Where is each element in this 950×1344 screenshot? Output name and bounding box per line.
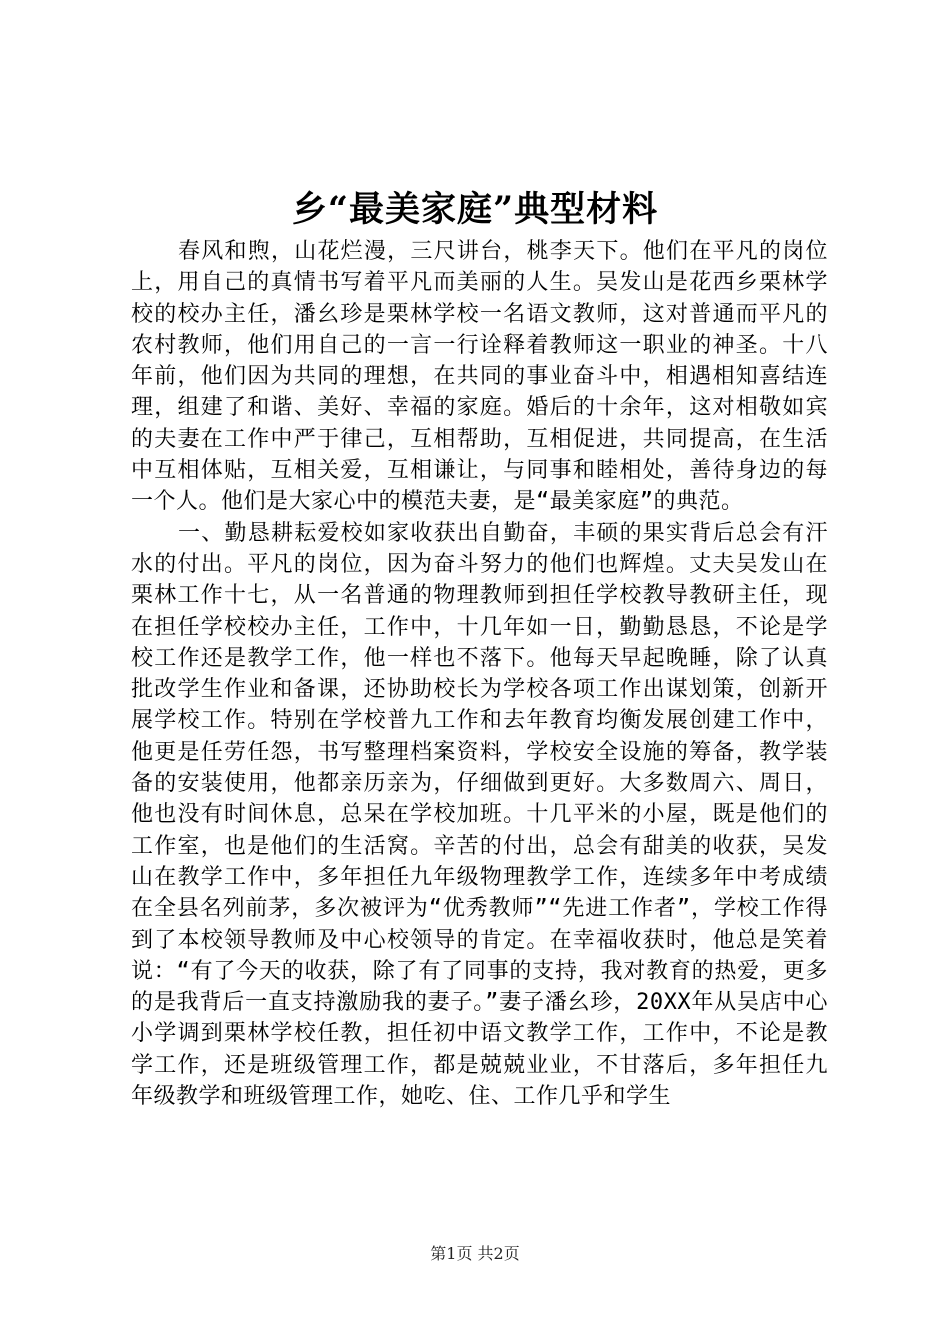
paragraph-section-one: 一、勤恳耕耘爱校如家收获出自勤奋，丰硕的果实背后总会有汗水的付出。平凡的岗位，因为奋斗努力的他们也辉煌。丈夫吴发山在栗林工作十七，从一名普通的物理教师到担任学校教导教研主任，现在担任学校校办主任，工作中，十几年如一日，勤勤恳恳，不论是学校工作还是教学工作，他一样也不落下。他每天早起晚睡，除了认真批改学生作业和备课，还协助校长为学校各项工作出谋划策，创新开展学校工作。特别在学校普九工作和去年教育均衡发展创建工作中，他更是任劳任怨，书写整理档案资料，学校安全设施的筹备，教学装备的安装使用，他都亲历亲为，仔细做到更好。大多数周六、周日，他也没有时间休息，总呆在学校加班。十几平米的小屋，既是他们的工作室，也是他们的生活窝。辛苦的付出，总会有甜美的收获，吴发山在教学工作中，多年担任九年级物理教学工作，连续多年中考成绩在全县名列前茅，多次被评为“优秀教师”“先进工作者”，学校工作得到了本校领导教师及中心校领导的肯定。在幸福收获时，他总是笑着说：“有了今天的收获，除了有了同事的支持，我对教育的热爱，更多的是我背后一直支持激励我的妻子。”妻子潘幺珍，20XX年从吴店中心小学调到栗林学校任教，担任初中语文教学工作，工作中，不论是教学工作，还是班级管理工作，都是兢兢业业，不甘落后，多年担任九年级教学和班级管理工作，她吃、住、工作几乎和学生 [131, 520, 828, 1110]
document-body [131, 236, 828, 1112]
paragraph-intro: 春风和煦，山花烂漫，三尺讲台，桃李天下。他们在平凡的岗位上，用自己的真情书写着平凡而美丽的人生。吴发山是花西乡栗林学校的校办主任，潘幺珍是栗林学校一名语文教师，这对普通而平凡的农村教师，他们用自己的一言一行诠释着教师这一职业的神圣。十八年前，他们因为共同的理想，在共同的事业奋斗中，相遇相知喜结连理，组建了和谐、美好、幸福的家庭。婚后的十余年，这对相敬如宾的夫妻在工作中严于律己，互相帮助，互相促进，共同提高，在生活中互相体贴，互相关爱，互相谦让，与同事和睦相处，善待身边的每一个人。他们是大家心中的模范夫妻，是“最美家庭”的典范。 [131, 239, 828, 515]
document-title: 乡“最美家庭”典型材料 [291, 189, 659, 230]
page-number-footer: 第1页 共2页 [430, 1244, 520, 1263]
